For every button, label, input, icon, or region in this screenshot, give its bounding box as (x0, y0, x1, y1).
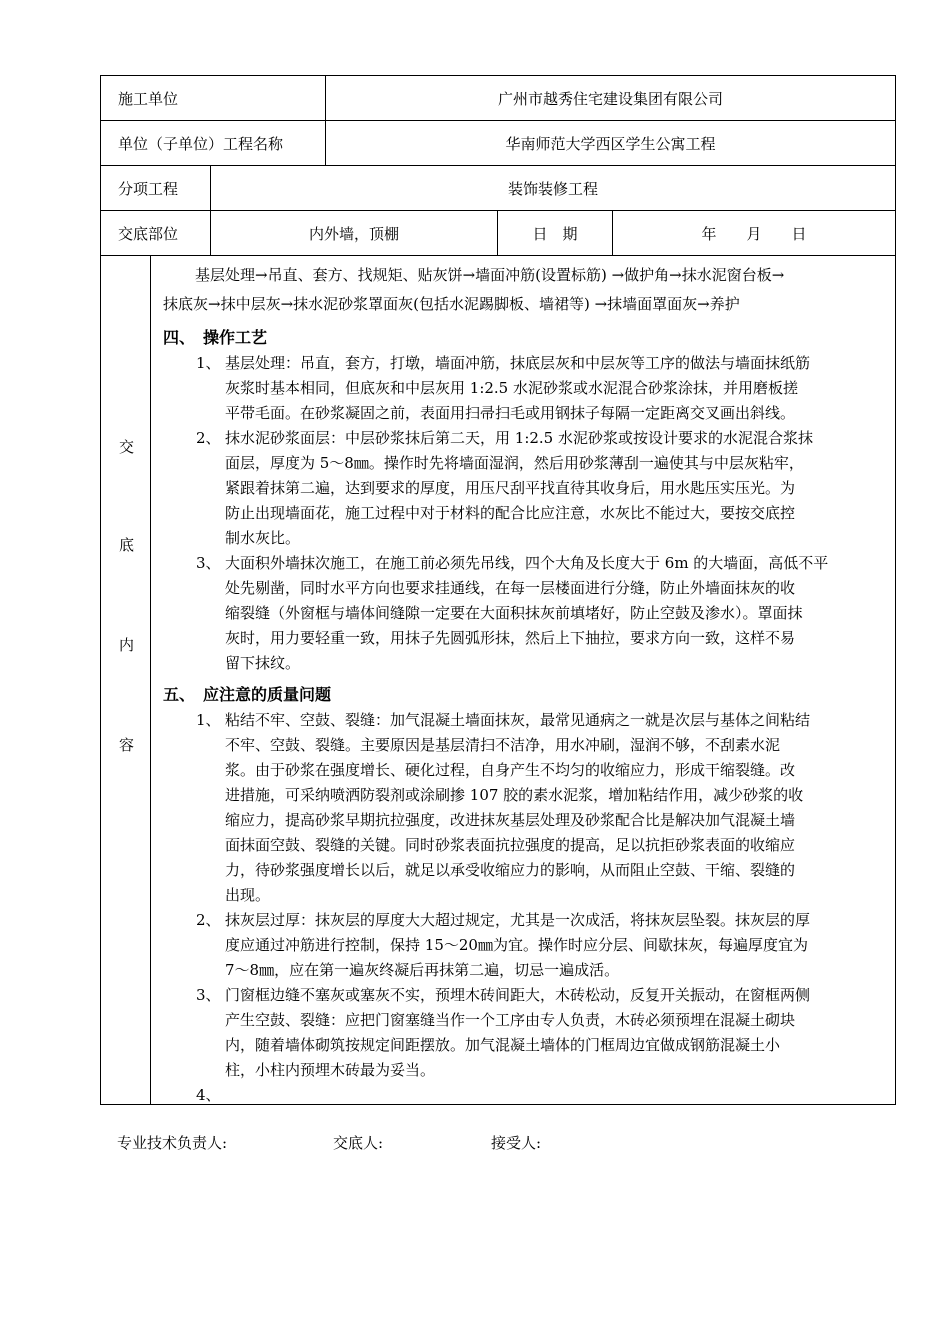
item-line: 抹水泥砂浆面层：中层砂浆抹后第二天，用 1:2.5 水泥砂浆或按设计要求的水泥混合浆抹 (225, 429, 813, 447)
item-number: 4、 (196, 1086, 221, 1104)
item-line: 灰时，用力要轻重一致，用抹子先圆弧形抹，然后上下抽拉，要求方向一致，这样不易 (225, 629, 796, 647)
part-label: 交底部位 (118, 224, 179, 243)
project-value: 华南师范大学西区学生公寓工程 (505, 134, 716, 153)
item-line: 灰浆时基本相同，但底灰和中层灰用 1:2.5 水泥砂浆或水泥混合砂浆涂抹，并用磨板搓 (225, 379, 798, 397)
project-label-cell (100, 120, 326, 166)
item-number: 1、 (196, 354, 221, 372)
content-cell (150, 255, 896, 1105)
unit-label: 施工单位 (118, 89, 179, 108)
side-char: 底 (118, 536, 134, 554)
item-number: 2、 (196, 429, 221, 447)
side-char: 交 (118, 438, 134, 456)
item-line: 面抹面空鼓、裂缝的关键。同时砂浆表面抗拉强度的提高，足以抗拒砂浆表面的收缩应 (225, 836, 796, 854)
item-line: 缩应力，提高砂浆早期抗拉强度，改进抹灰基层处理及砂浆配合比是解决加气混凝土墙 (225, 811, 796, 829)
date-value: 年 月 日 (701, 224, 807, 243)
section5-title: 五、 应注意的质量问题 (163, 685, 332, 704)
item-line: 紧跟着抹第二遍，达到要求的厚度，用压尺刮平找直待其收身后，用水匙压实压光。为 (225, 479, 796, 497)
receiver-signature-label: 接受人: (491, 1134, 542, 1152)
project-value-cell (325, 120, 896, 166)
item-line: 大面积外墙抹次施工，在施工前必须先吊线，四个大角及长度大于 6m 的大墙面，高低不平 (225, 554, 829, 572)
item-line: 内，随着墙体砌筑按规定间距摆放。加气混凝土墙体的门框周边宜做成钢筋混凝土小 (225, 1036, 781, 1054)
project-label: 单位（子单位）工程名称 (118, 134, 284, 153)
item-line: 处先剔凿，同时水平方向也要求挂通线，在每一层楼面进行分缝，防止外墙面抹灰的收 (225, 579, 796, 597)
sub-value: 装饰装修工程 (507, 179, 598, 198)
item-number: 1、 (196, 711, 221, 729)
date-label-cell (497, 210, 613, 256)
unit-value: 广州市越秀住宅建设集团有限公司 (497, 89, 723, 108)
item-line: 度应通过冲筋进行控制，保持 15～20㎜为宜。操作时应分层、间歇抹灰，每遍厚度宜为 (225, 936, 808, 954)
item-line: 进措施，可采纳喷洒防裂剂或涂刷掺 107 胶的素水泥浆，增加粘结作用，减少砂浆的收 (225, 786, 804, 804)
side-char: 容 (118, 736, 134, 754)
item-line: 留下抹纹。 (225, 654, 301, 672)
item-line: 粘结不牢、空鼓、裂缝：加气混凝土墙面抹灰，最常见通病之一就是次层与基体之间粘结 (225, 711, 811, 729)
date-label: 日 期 (532, 224, 578, 243)
side-char: 内 (118, 636, 134, 654)
item-line: 基层处理：吊直，套方，打墩，墙面冲筋，抹底层灰和中层灰等工序的做法与墙面抹纸筋 (225, 354, 811, 372)
item-line: 门窗框边缝不塞灰或塞灰不实，预埋木砖间距大，木砖松动，反复开关振动，在窗框两侧 (225, 986, 811, 1004)
discloser-signature-label: 交底人: (333, 1134, 384, 1152)
part-label-cell (100, 210, 211, 256)
item-line: 制水灰比。 (225, 529, 301, 547)
date-value-cell (612, 210, 896, 256)
part-value: 内外墙，顶棚 (308, 224, 399, 243)
tech-lead-signature-label: 专业技术负责人: (117, 1134, 228, 1152)
item-line: 面层，厚度为 5～8㎜。操作时先将墙面湿润，然后用砂浆薄刮一遍使其与中层灰粘牢， (225, 454, 804, 472)
item-number: 3、 (196, 986, 221, 1004)
section4-title: 四、 操作工艺 (163, 328, 268, 347)
sub-label-cell (100, 165, 211, 211)
item-line: 平带毛面。在砂浆凝固之前，表面用扫帚扫毛或用钢抹子每隔一定距离交叉画出斜线。 (225, 404, 796, 422)
item-line: 产生空鼓、裂缝：应把门窗塞缝当作一个工序由专人负责，木砖必须预埋在混凝土砌块 (225, 1011, 796, 1029)
item-line: 不牢、空鼓、裂缝。主要原因是基层清扫不洁净，用水冲刷，湿润不够，不刮素水泥 (225, 736, 781, 754)
item-line: 防止出现墙面花，施工过程中对于材料的配合比应注意，水灰比不能过大，要按交底控 (225, 504, 796, 522)
item-line: 抹灰层过厚：抹灰层的厚度大大超过规定，尤其是一次成活，将抹灰层坠裂。抹灰层的厚 (225, 911, 811, 929)
sub-value-cell (210, 165, 896, 211)
item-line: 浆。由于砂浆在强度增长、硬化过程，自身产生不均匀的收缩应力，形成干缩裂缝。改 (225, 761, 796, 779)
item-line: 7～8㎜，应在第一遍灰终凝后再抹第二遍，切忌一遍成活。 (225, 961, 620, 979)
item-number: 2、 (196, 911, 221, 929)
side-label-cell (100, 255, 151, 1105)
item-line: 出现。 (225, 886, 271, 904)
item-line: 柱，小柱内预埋木砖最为妥当。 (225, 1061, 436, 1079)
intro-line: 抹底灰→抹中层灰→抹水泥砂浆罩面灰(包括水泥踢脚板、墙裙等) →抹墙面罩面灰→养护 (163, 295, 740, 313)
unit-value-cell (325, 75, 896, 121)
item-line: 力，待砂浆强度增长以后，就足以承受收缩应力的影响，从而阻止空鼓、干缩、裂缝的 (225, 861, 796, 879)
item-line: 缩裂缝（外窗框与墙体间缝隙一定要在大面积抹灰前填堵好，防止空鼓及渗水）。罩面抹 (225, 604, 803, 622)
part-value-cell (210, 210, 498, 256)
item-number: 3、 (196, 554, 221, 572)
sub-label: 分项工程 (118, 179, 179, 198)
intro-line: 基层处理→吊直、套方、找规矩、贴灰饼→墙面冲筋(设置标筋) →做护角→抹水泥窗台板→ (195, 266, 785, 284)
unit-label-cell (100, 75, 326, 121)
